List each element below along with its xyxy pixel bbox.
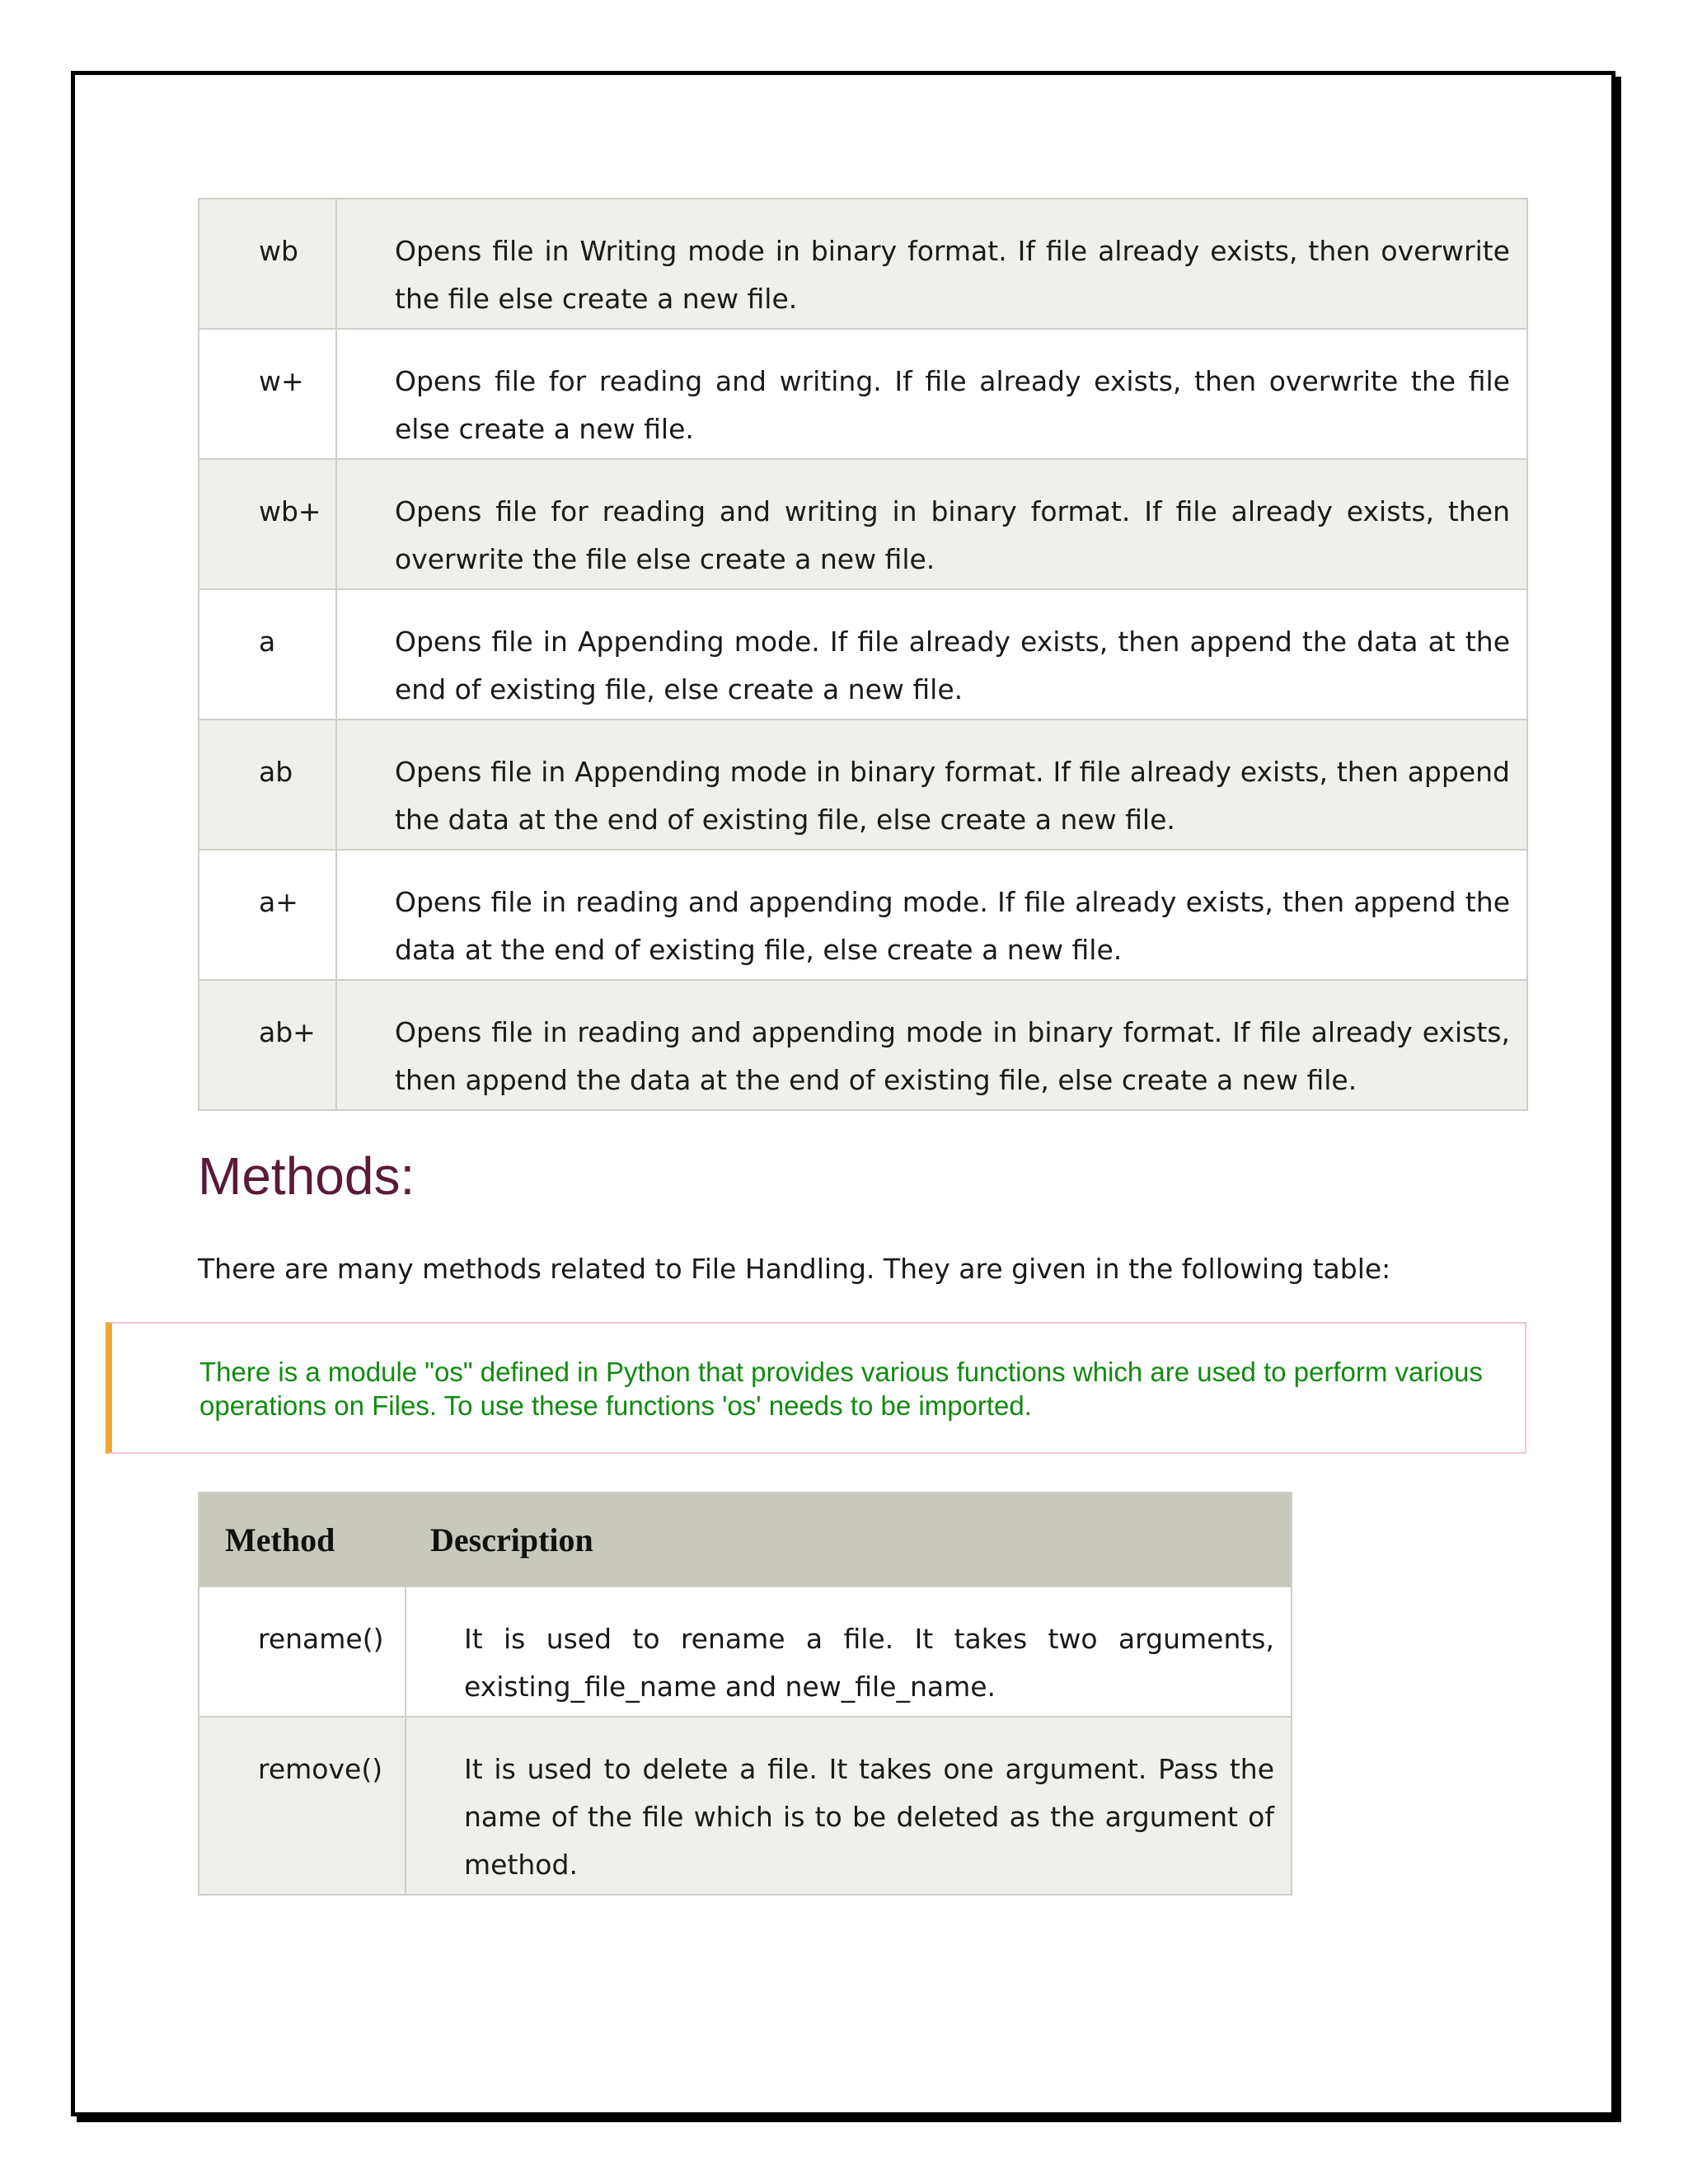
- intro-paragraph: There are many methods related to File Handling. They are given in the following table:: [198, 1253, 1391, 1285]
- section-heading: Methods:: [198, 1146, 415, 1206]
- method-description-cell: It is used to rename a file. It takes two arguments, existing_file_name and new_file_name.: [406, 1586, 1292, 1717]
- mode-cell: wb+: [199, 459, 336, 589]
- table-row: [199, 1586, 1292, 1717]
- mode-description: Opens file in reading and appending mode in binary format. If file already exists, then append the data at the end of existing file, else create a new file.: [336, 980, 1527, 1110]
- method-name-cell: rename(): [199, 1586, 406, 1717]
- mode-description: Opens file in Appending mode in binary format. If file already exists, then append the data at the end of existing file, else create a new file.: [336, 719, 1527, 850]
- mode-cell: w+: [199, 329, 336, 459]
- table-row: [199, 329, 1527, 459]
- mode-cell: ab: [199, 719, 336, 850]
- mode-cell: a+: [199, 850, 336, 980]
- mode-description: Opens file in Writing mode in binary format. If file already exists, then overwrite the file else create a new file.: [336, 199, 1527, 329]
- column-header-description: Description: [406, 1493, 1292, 1586]
- table-row: [199, 850, 1527, 980]
- table-row: [199, 199, 1527, 329]
- file-modes-table: [198, 198, 1528, 1111]
- table-header-row: [199, 1493, 1292, 1586]
- method-description-cell: It is used to delete a file. It takes one argument. Pass the name of the file which is to be deleted as the argument of method.: [406, 1717, 1292, 1895]
- table-row: [199, 980, 1527, 1110]
- table-row: [199, 1717, 1292, 1895]
- method-name-cell: remove(): [199, 1717, 406, 1895]
- table-row: [199, 719, 1527, 850]
- mode-cell: a: [199, 589, 336, 719]
- note-callout: [106, 1322, 1526, 1454]
- mode-cell: wb: [199, 199, 336, 329]
- table-row: [199, 459, 1527, 589]
- mode-description: Opens file for reading and writing in binary format. If file already exists, then overwrite the file else create a new file.: [336, 459, 1527, 589]
- mode-description: Opens file in reading and appending mode. If file already exists, then append the data at the end of existing file, else create a new file.: [336, 850, 1527, 980]
- table-row: [199, 589, 1527, 719]
- mode-description: Opens file for reading and writing. If file already exists, then overwrite the file else create a new file.: [336, 329, 1527, 459]
- note-text: There is a module "os" defined in Python that provides various functions which are used to perform various operations on Files. To use these functions 'os' needs to be imported.: [199, 1357, 1483, 1421]
- mode-description: Opens file in Appending mode. If file already exists, then append the data at the end of existing file, else create a new file.: [336, 589, 1527, 719]
- methods-table: [198, 1492, 1292, 1896]
- column-header-method: Method: [199, 1493, 406, 1586]
- mode-cell: ab+: [199, 980, 336, 1110]
